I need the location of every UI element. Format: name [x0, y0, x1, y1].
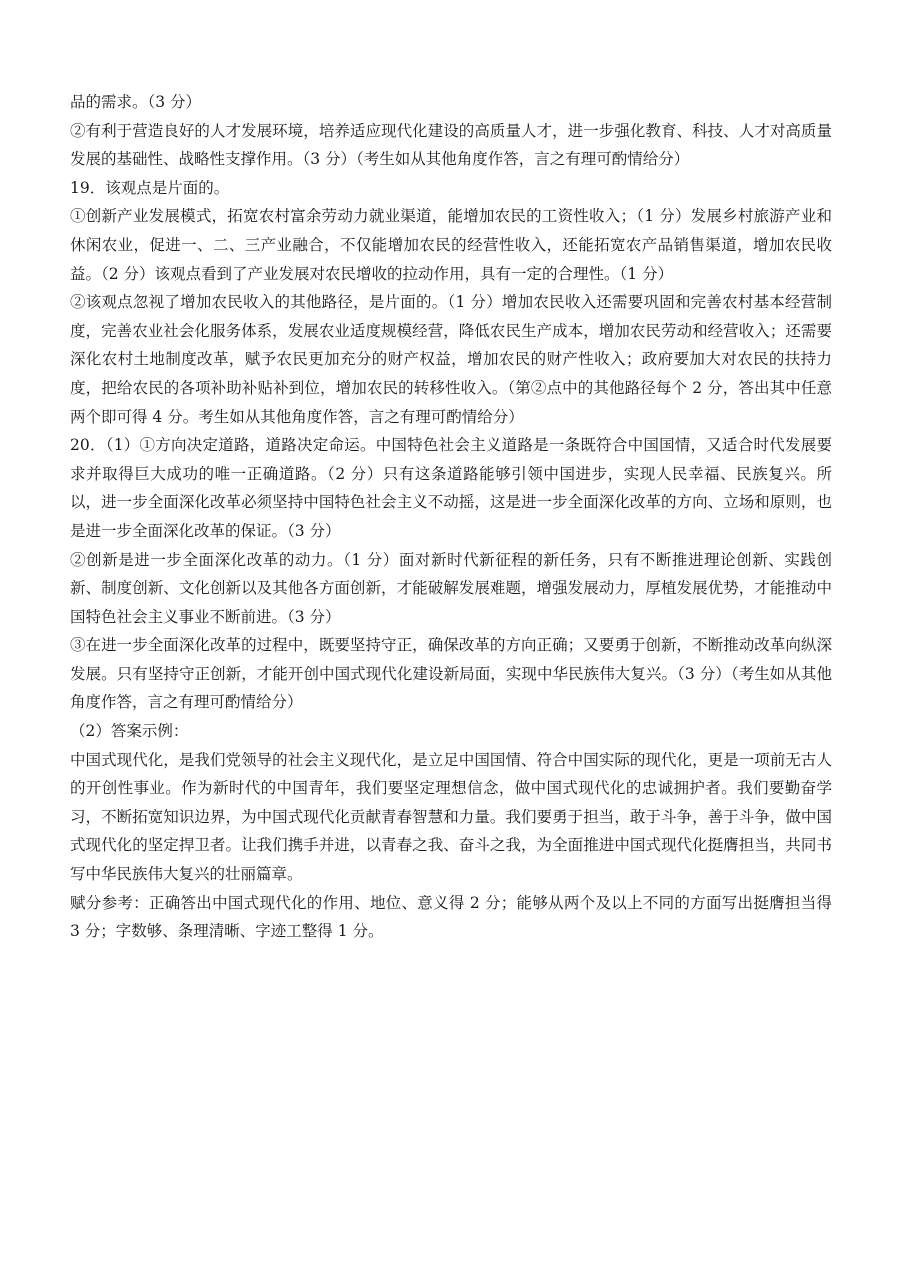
paragraph-q18-point-2: ②有利于营造良好的人才发展环境，培养适应现代化建设的高质量人才，进一步强化教育、科技、人才对高质量发展的基础性、战略性支撑作用。（3 分）（考生如从其他角度作答，言之有理可酌情给分） [70, 121, 832, 169]
paragraph-q18-end: 品的需求。（3 分） [70, 93, 202, 111]
answer-document [70, 88, 832, 946]
paragraph-q20-part2-heading: （2）答案示例： [70, 722, 189, 741]
paragraph-q20-part2-sample-answer: 中国式现代化，是我们党领导的社会主义现代化，是立足中国国情、符合中国实际的现代化，更是一项前无古人的开创性事业。作为新时代的中国青年，我们要坚定理想信念，做中国式现代化的忠诚拥护者。我们要勤奋学习，不断拓宽知识边界，为中国式现代化贡献青春智慧和力量。我们要勇于担当，敢于斗争，善于斗争，做中国式现代化的坚定捍卫者。让我们携手并进，以青春之我、奋斗之我，为全面推进中国式现代化挺膺担当，共同书写中华民族伟大复兴的壮丽篇章。 [70, 750, 832, 884]
paragraph-q19-point-1: ①创新产业发展模式，拓宽农村富余劳动力就业渠道，能增加农民的工资性收入；（1 分）发展乡村旅游产业和休闲农业，促进一、二、三产业融合，不仅能增加农民的经营性收入，还能拓宽农产品销售渠道，增加农民收益。（2 分）该观点看到了产业发展对农民增收的拉动作用，具有一定的合理性。（1 分） [70, 207, 832, 283]
paragraph-q20-scoring-reference: 赋分参考：正确答出中国式现代化的作用、地位、意义得 2 分；能够从两个及以上不同的方面写出挺膺担当得 3 分；字数够、条理清晰、字迹工整得 1 分。 [70, 893, 832, 941]
paragraph-q20-part1-point-3: ③在进一步全面深化改革的过程中，既要坚持守正，确保改革的方向正确；又要勇于创新，不断推动改革向纵深发展。只有坚持守正创新，才能开创中国式现代化建设新局面，实现中华民族伟大复兴。（3 分）（考生如从其他角度作答，言之有理可酌情给分） [70, 636, 832, 712]
paragraph-q20-part1-point-2: ②创新是进一步全面深化改革的动力。（1 分）面对新时代新征程的新任务，只有不断推进理论创新、实践创新、制度创新、文化创新以及其他各方面创新，才能破解发展难题，增强发展动力，厚植发展优势，才能推动中国特色社会主义事业不断前进。（3 分） [70, 550, 832, 626]
paragraph-q19-heading: 19．该观点是片面的。 [70, 178, 230, 197]
paragraph-q19-point-2: ②该观点忽视了增加农民收入的其他路径，是片面的。（1 分）增加农民收入还需要巩固和完善农村基本经营制度，完善农业社会化服务体系，发展农业适度规模经营，降低农民生产成本，增加农民劳动和经营收入；还需要深化农村土地制度改革，赋予农民更加充分的财产权益，增加农民的财产性收入；政府要加大对农民的扶持力度，把给农民的各项补助补贴补到位，增加农民的转移性收入。（第②点中的其他路径每个 2 分，答出其中任意两个即可得 4 分。考生如从其他角度作答，言之有理可酌情给分） [70, 293, 832, 426]
paragraph-q20-part1-point-1: 20．（1）①方向决定道路，道路决定命运。中国特色社会主义道路是一条既符合中国国情，又适合时代发展要求并取得巨大成功的唯一正确道路。（2 分）只有这条道路能够引领中国进步，实现人民幸福、民族复兴。所以，进一步全面深化改革必须坚持中国特色社会主义不动摇，这是进一步全面深化改革的方向、立场和原则，也是进一步全面深化改革的保证。（3 分） [70, 436, 832, 540]
